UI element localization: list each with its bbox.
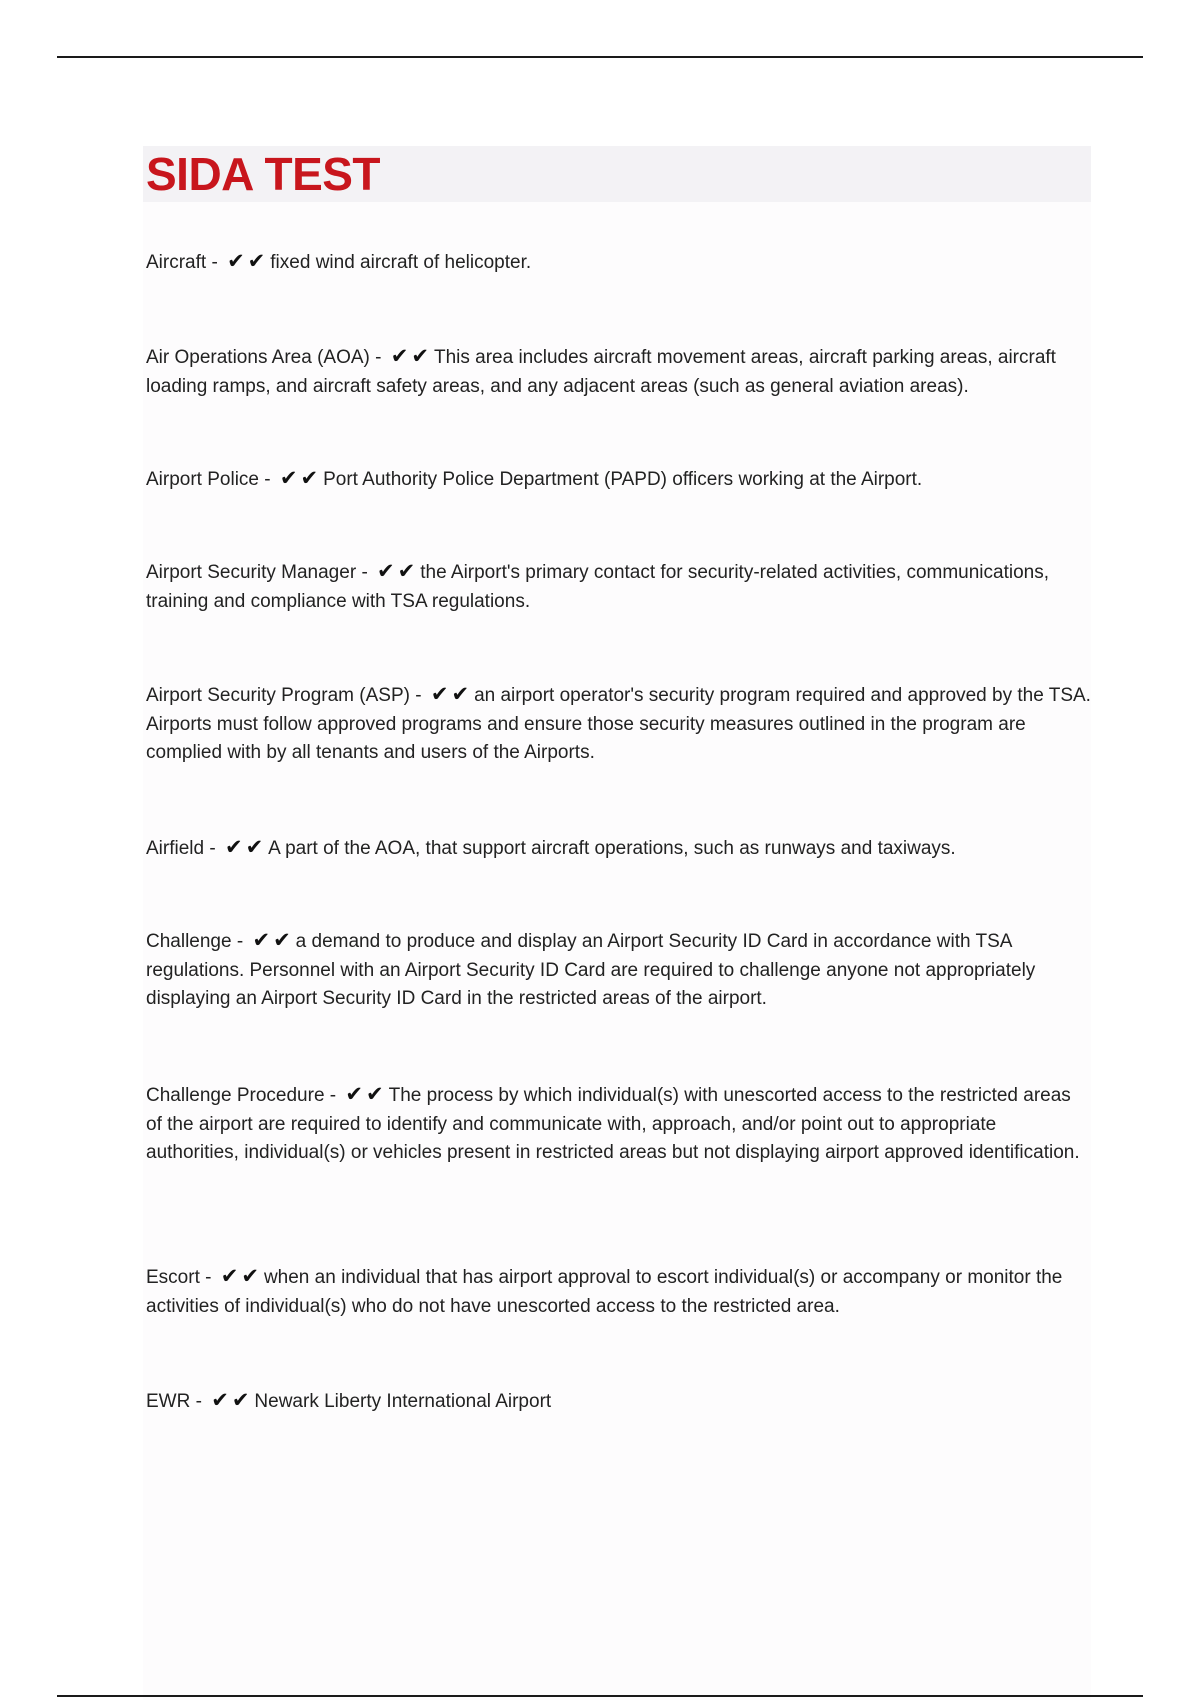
entry-separator: - [375,347,382,368]
check-mark-icon: ✔✔ [220,1264,262,1288]
entry-separator: - [195,1391,202,1412]
entry-term: Airfield [146,838,205,859]
page-title: SIDA TEST [146,148,381,200]
entry-term: Aircraft [146,252,207,273]
entry-definition: the Airport's primary contact for security-related activities, communications, training and compliance with TSA regulations. [146,562,1049,612]
entry-definition: Newark Liberty International Airport [254,1391,552,1412]
entry-definition: fixed wind aircraft of helicopter. [270,252,532,273]
check-mark-icon: ✔✔ [224,835,267,859]
check-mark-icon: ✔✔ [227,249,269,273]
entry-definition: a demand to produce and display an Airport Security ID Card in accordance with TSA regulations. Personnel with an Airport Security ID Card are required to challenge anyone not appropriately displaying an Airport Security ID Card in the restricted areas of the airport. [146,931,1036,1009]
entry-separator: - [205,1267,212,1288]
entry-term: Air Operations Area (AOA) [146,347,370,368]
entry-definition: an airport operator's security program required and approved by the TSA. Airports must follow approved programs and ensure those security measures outlined in the program are complied with by all tenants and users of the Airports. [146,685,1091,763]
check-mark-icon: ✔✔ [430,682,473,706]
glossary-entry [146,1386,1091,1417]
check-mark-icon: ✔✔ [377,559,419,583]
glossary-entry [146,680,1091,768]
entry-separator: - [264,469,271,490]
check-mark-icon: ✔✔ [211,1388,253,1412]
check-mark-icon: ✔✔ [252,928,294,952]
entry-separator: - [236,931,244,952]
entry-definition: when an individual that has airport approval to escort individual(s) or accompany or monitor the activities of individual(s) who do not have unescorted access to the restricted area. [146,1267,1063,1317]
glossary-entry [146,833,1091,864]
glossary-entry [146,464,1091,495]
entry-term: Airport Police [146,469,259,490]
glossary-entry [146,557,1091,616]
top-rule [57,56,1143,58]
glossary-entry [146,926,1091,1014]
entry-definition: The process by which individual(s) with unescorted access to the restricted areas of the airport are required to identify and communicate with, approach, and/or point out to appropriate authorities, individual(s) or vehicles present in restricted areas but not displaying airport approved identification. [146,1085,1080,1163]
entry-term: Challenge Procedure [146,1085,325,1106]
glossary-entry [146,247,1091,278]
entry-separator: - [361,562,368,583]
check-mark-icon: ✔✔ [345,1082,387,1106]
entry-separator: - [415,685,422,706]
entry-definition: Port Authority Police Department (PAPD) officers working at the Airport. [323,469,923,490]
entry-term: EWR [146,1391,191,1412]
glossary-entry [146,1262,1091,1321]
check-mark-icon: ✔✔ [390,344,432,368]
entry-term: Escort [146,1267,200,1288]
entry-definition: A part of the AOA, that support aircraft operations, such as runways and taxiways. [268,838,956,859]
bottom-rule [57,1695,1143,1697]
entry-term: Airport Security Manager [146,562,357,583]
glossary-entry [146,342,1091,401]
entry-term: Challenge [146,931,232,952]
entry-separator: - [211,252,218,273]
entry-separator: - [329,1085,337,1106]
entry-term: Airport Security Program (ASP) [146,685,410,706]
check-mark-icon: ✔✔ [279,466,322,490]
entry-separator: - [209,838,216,859]
glossary-entry [146,1080,1091,1168]
entry-definition: This area includes aircraft movement areas, aircraft parking areas, aircraft loading ramps, and aircraft safety areas, and any adjacent areas (such as general aviation areas). [146,347,1056,397]
